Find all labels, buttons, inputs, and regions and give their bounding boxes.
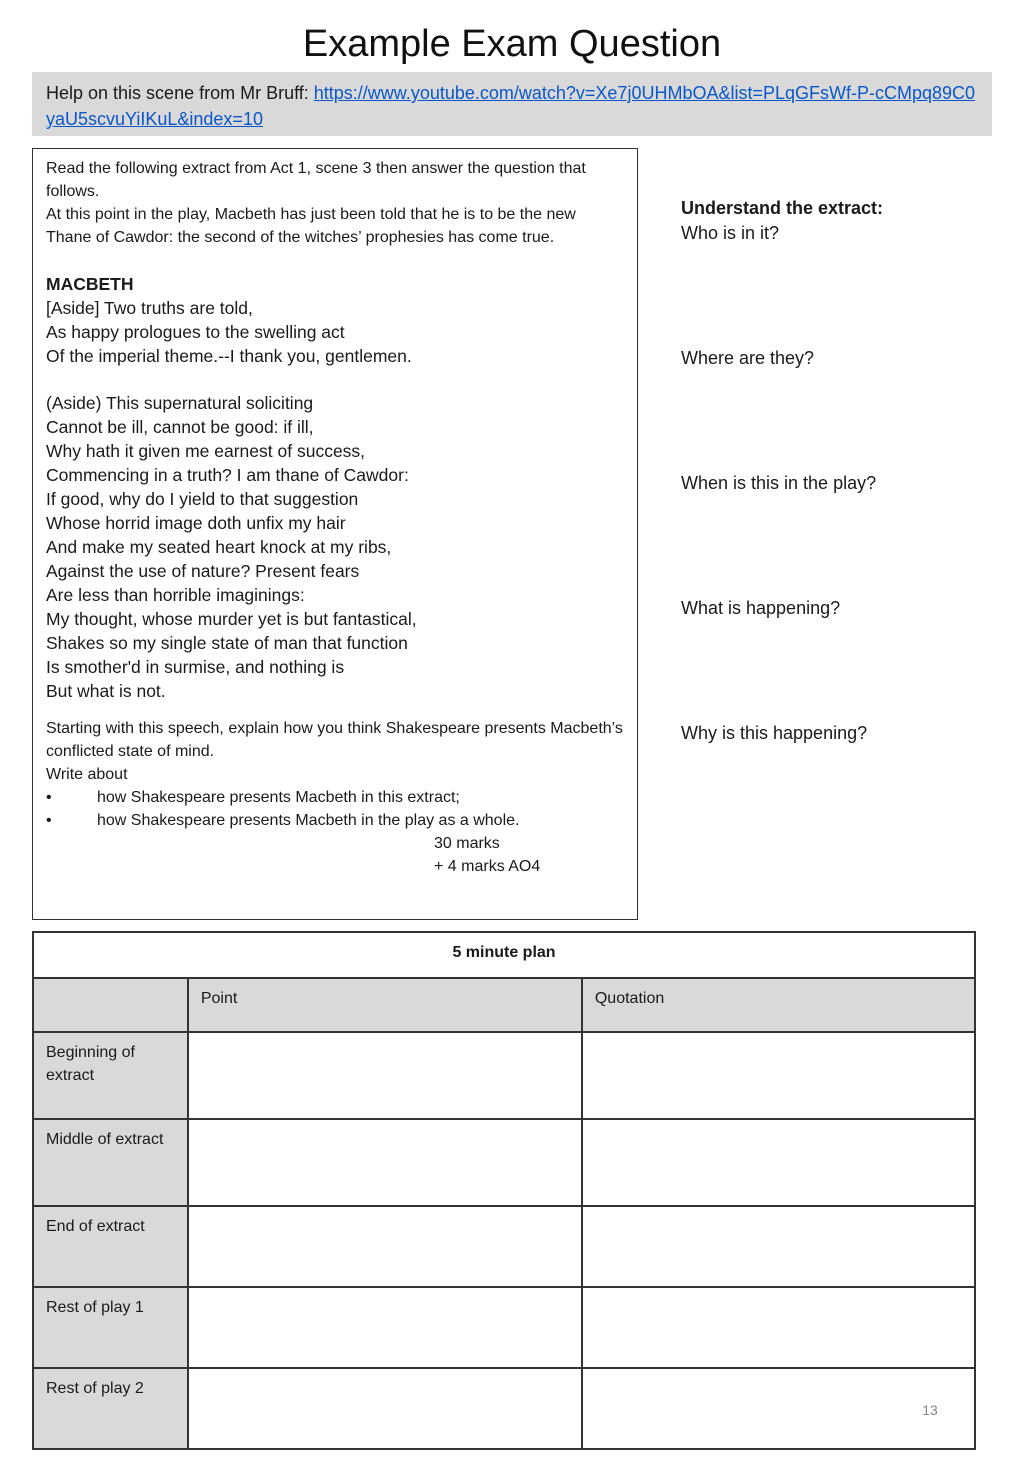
row-label: End of extract: [33, 1206, 188, 1287]
quotation-cell[interactable]: [582, 1032, 975, 1119]
question-why: Why is this happening?: [681, 723, 868, 743]
verse-line: (Aside) This supernatural soliciting: [46, 393, 314, 413]
table-row: [33, 1032, 975, 1119]
marks-ao4: + 4 marks AO4: [434, 858, 541, 875]
understand-block: [681, 196, 1001, 246]
point-cell[interactable]: [188, 1287, 582, 1368]
page-title: Example Exam Question: [302, 23, 722, 65]
question-where: Where are they?: [681, 348, 815, 368]
understand-heading: Understand the extract:: [681, 198, 884, 218]
plan-title: 5 minute plan: [33, 932, 975, 978]
bullet-text: how Shakespeare presents Macbeth in this extract;: [97, 789, 460, 806]
row-label: Rest of play 2: [33, 1368, 188, 1449]
verse-line: Are less than horrible imaginings:: [46, 585, 305, 605]
exam-question: Starting with this speech, explain how you think Shakespeare presents Macbeth’s conflicted state of mind.: [46, 720, 623, 760]
header-quotation: Quotation: [582, 978, 975, 1032]
question-what: What is happening?: [681, 598, 841, 618]
bullet-text: how Shakespeare presents Macbeth in the play as a whole.: [97, 812, 520, 829]
verse-line: And make my seated heart knock at my ribs,: [46, 537, 392, 557]
speaker-name: MACBETH: [46, 274, 134, 294]
verse-line: Commencing in a truth? I am thane of Cawdor:: [46, 465, 409, 485]
extract-box: [32, 148, 638, 920]
question-who: Who is in it?: [681, 223, 780, 243]
point-cell[interactable]: [188, 1368, 582, 1449]
row-label: Middle of extract: [33, 1119, 188, 1206]
table-row: [33, 1368, 975, 1449]
quotation-cell[interactable]: [582, 1206, 975, 1287]
bullet-item: [46, 786, 624, 809]
marks-total: 30 marks: [434, 835, 500, 852]
header-point: Point: [188, 978, 582, 1032]
table-row: [33, 1287, 975, 1368]
verse-line: But what is not.: [46, 681, 166, 701]
table-row: [33, 1206, 975, 1287]
row-label: Rest of play 1: [33, 1287, 188, 1368]
verse-line: Why hath it given me earnest of success,: [46, 441, 366, 461]
verse-line: As happy prologues to the swelling act: [46, 322, 345, 342]
verse-line: Of the imperial theme.--I thank you, gentlemen.: [46, 346, 412, 366]
help-bar: [32, 72, 992, 136]
verse-line: [Aside] Two truths are told,: [46, 298, 253, 318]
point-cell[interactable]: [188, 1119, 582, 1206]
point-cell[interactable]: [188, 1206, 582, 1287]
row-label: Beginning of extract: [33, 1032, 188, 1119]
extract-intro: Read the following extract from Act 1, scene 3 then answer the question that follows.: [46, 160, 586, 200]
verse-line: If good, why do I yield to that suggestion: [46, 489, 359, 509]
spacer: [46, 703, 624, 717]
extract-context: At this point in the play, Macbeth has just been told that he is to be the new Thane of Cawdor: the second of the witches’ prophesies has come true.: [46, 206, 576, 246]
verse-line: Is smother'd in surmise, and nothing is: [46, 657, 345, 677]
verse-line: Against the use of nature? Present fears: [46, 561, 360, 581]
page-number: 13: [922, 1402, 938, 1418]
bullet-dot-icon: •: [46, 789, 52, 806]
bullet-dot-icon: •: [46, 812, 52, 829]
verse-line: Whose horrid image doth unfix my hair: [46, 513, 346, 533]
spacer: [46, 368, 624, 391]
question-when: When is this in the play?: [681, 473, 877, 493]
write-about-label: Write about: [46, 766, 128, 783]
help-prefix: Help on this scene from Mr Bruff:: [46, 83, 314, 103]
youtube-link[interactable]: https://www.youtube.com/watch?v=Xe7j0UHMbOA&list=PLqGFsWf-P-cCMpq89C0yaU5scvuYiIKuL&index=10: [46, 83, 976, 129]
quotation-cell[interactable]: [582, 1119, 975, 1206]
table-row: [33, 1119, 975, 1206]
spacer: [46, 249, 624, 272]
header-empty-cell: [33, 978, 188, 1032]
verse-line: Cannot be ill, cannot be good: if ill,: [46, 417, 314, 437]
point-cell[interactable]: [188, 1032, 582, 1119]
verse-line: Shakes so my single state of man that function: [46, 633, 408, 653]
quotation-cell[interactable]: [582, 1287, 975, 1368]
bullet-item: [46, 809, 624, 832]
verse-line: My thought, whose murder yet is but fantastical,: [46, 609, 417, 629]
plan-table: [32, 931, 976, 1450]
